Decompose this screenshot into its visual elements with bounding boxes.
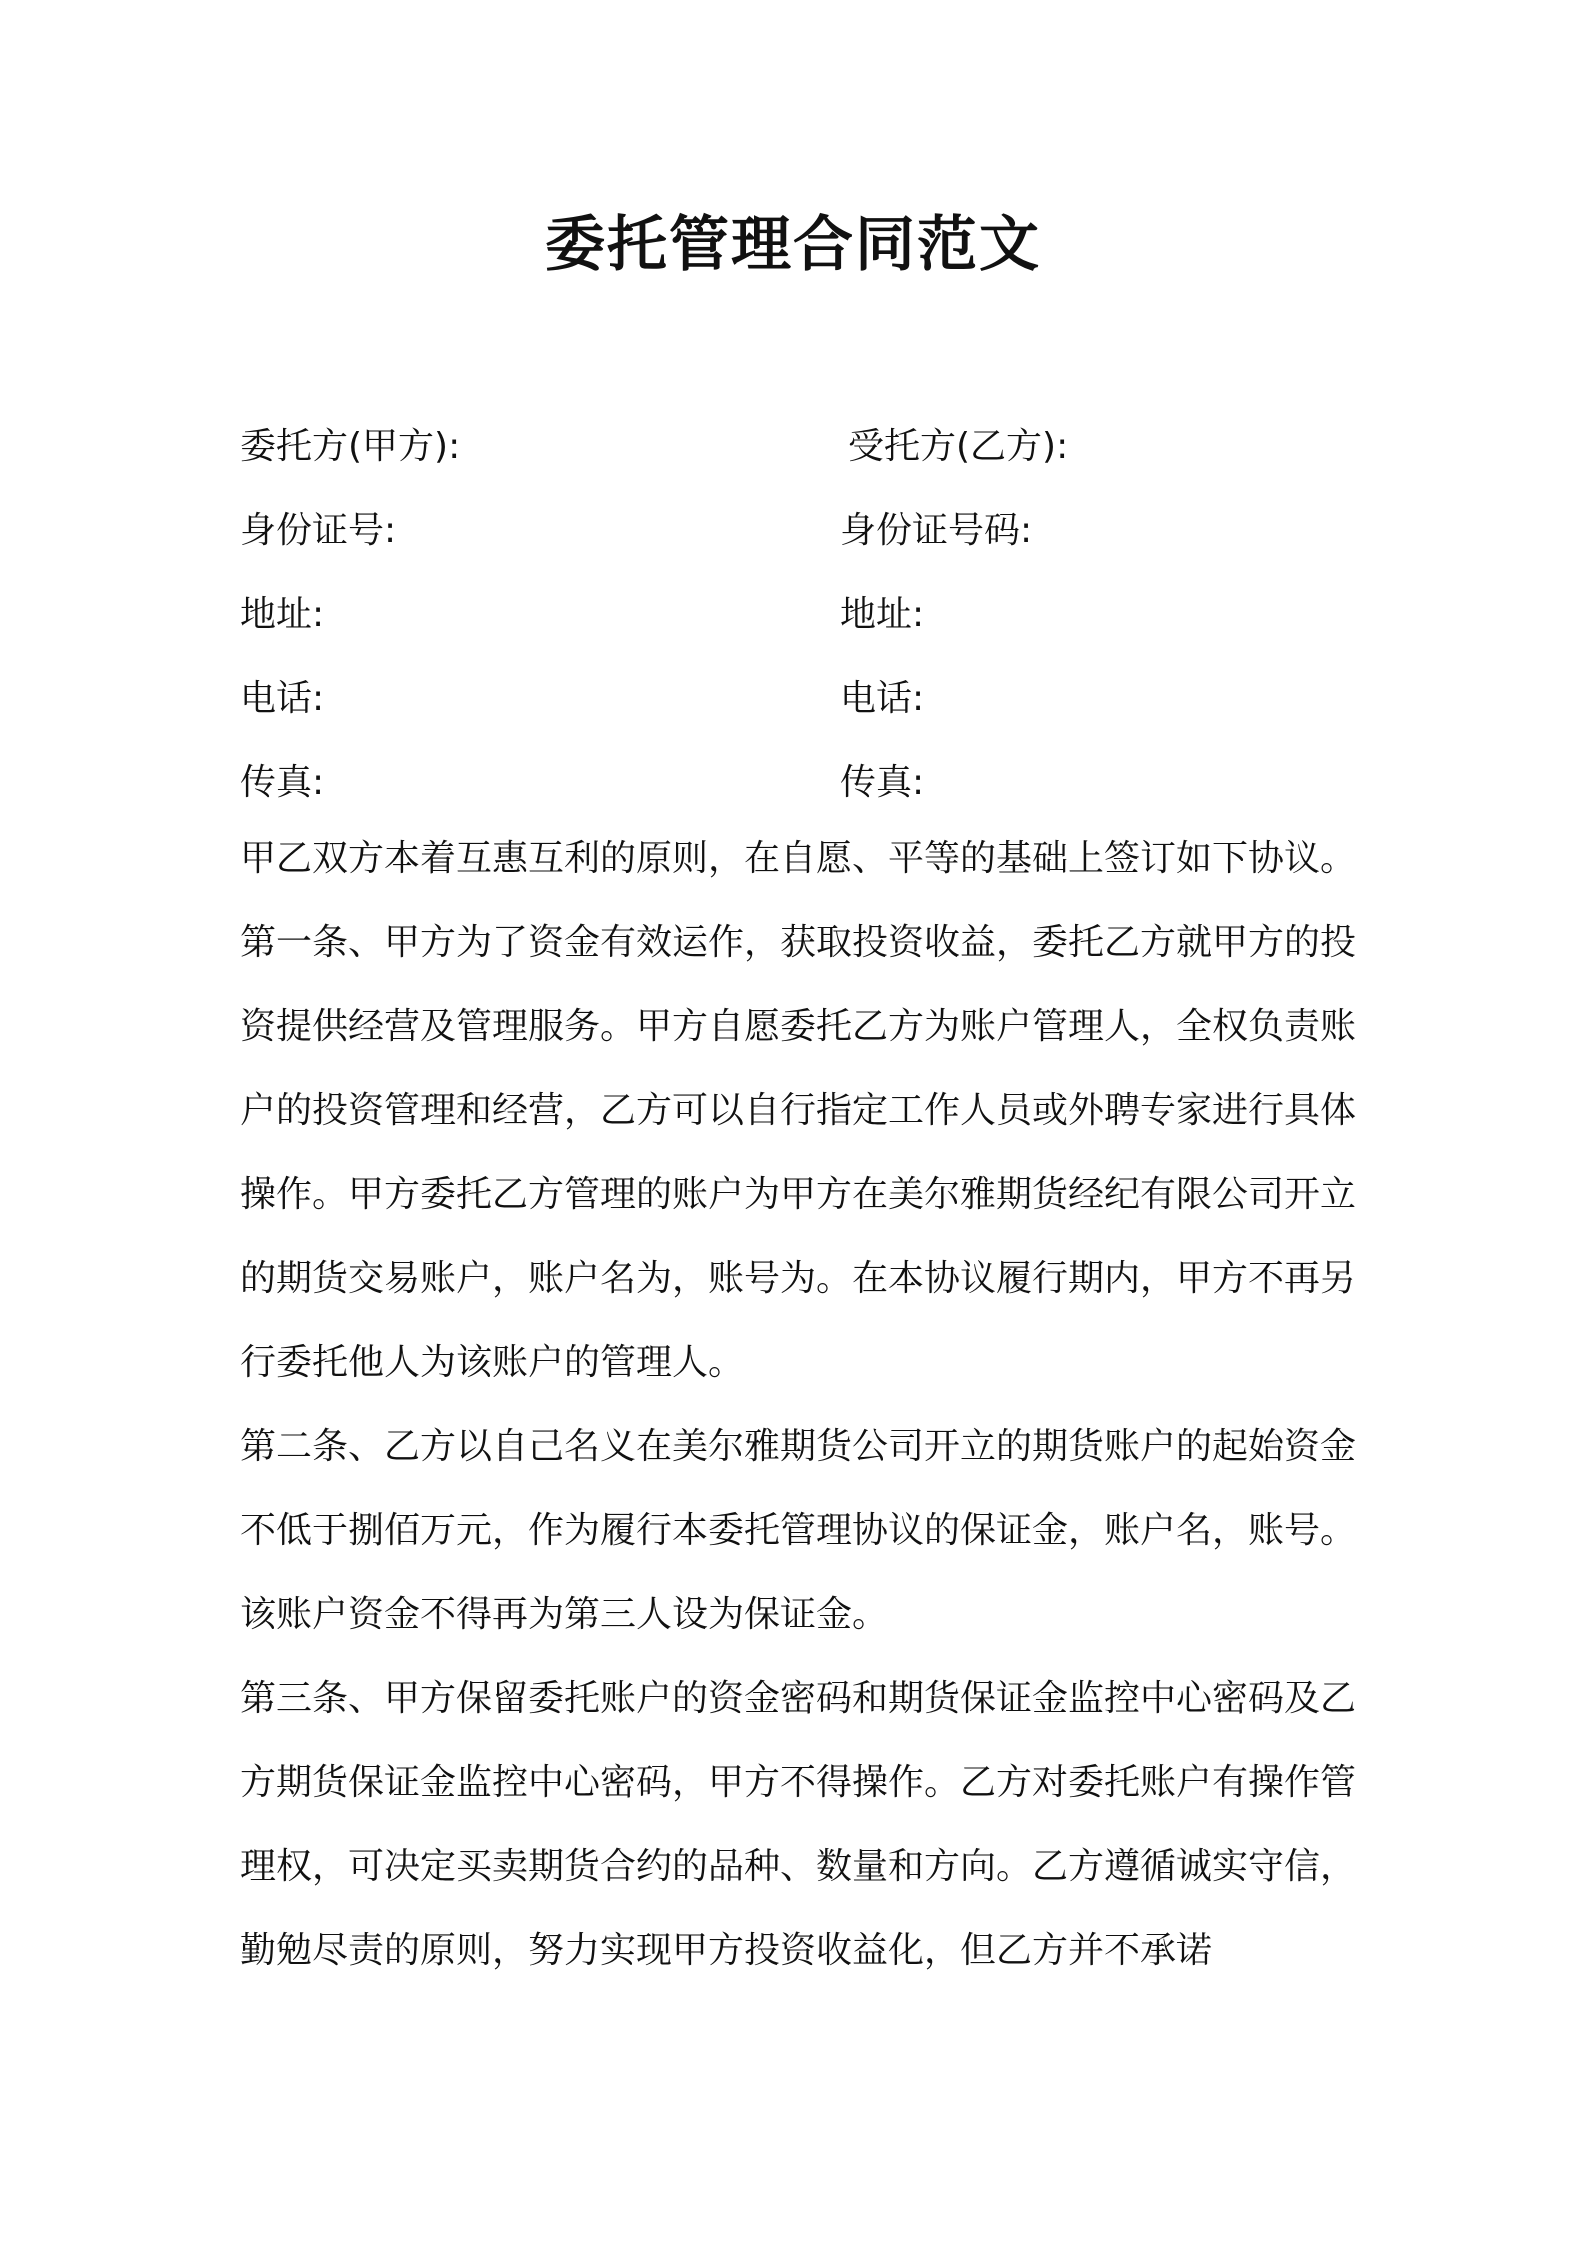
agent-address-label: 地址: [840, 594, 925, 635]
article-3-paragraph: 第三条、甲方保留委托账户的资金密码和期货保证金监控中心密码及乙方期货保证金监控中心密码，甲方不得操作。乙方对委托账户有操作管理权，可决定买卖期货合约的品种、数量和方向。乙方遵循诚实守信，勤勉尽责的原则，努力实现甲方投资收益化，但乙方并不承诺 [240, 1678, 1357, 1971]
agent-phone-label: 电话: [840, 678, 925, 719]
principal-address-label: 地址: [240, 594, 325, 635]
principal-phone-label: 电话: [240, 678, 325, 719]
agent-fax-label: 传真: [840, 762, 925, 803]
principal-id-label: 身份证号: [240, 510, 397, 551]
article-2-paragraph: 第二条、乙方以自己名义在美尔雅期货公司开立的期货账户的起始资金不低于捌佰万元，作为履行本委托管理协议的保证金，账户名，账号。该账户资金不得再为第三人设为保证金。 [240, 1426, 1357, 1635]
party-row-id [240, 489, 1360, 573]
party-row-phone [240, 657, 1360, 741]
principal-label: 委托方(甲方): [240, 426, 461, 467]
agent-id-label: 身份证号码: [840, 510, 1033, 551]
party-row-fax [240, 741, 1360, 825]
contract-body [240, 817, 1356, 1993]
party-info-block [240, 405, 1360, 825]
principal-fax-label: 传真: [240, 762, 325, 803]
party-row-principal [240, 405, 1360, 489]
party-row-address [240, 573, 1360, 657]
intro-paragraph: 甲乙双方本着互惠互利的原则，在自愿、平等的基础上签订如下协议。 [240, 838, 1357, 879]
agent-label: 受托方(乙方): [848, 426, 1069, 467]
article-1-paragraph: 第一条、甲方为了资金有效运作，获取投资收益，委托乙方就甲方的投资提供经营及管理服务。甲方自愿委托乙方为账户管理人，全权负责账户的投资管理和经营，乙方可以自行指定工作人员或外聘专家进行具体操作。甲方委托乙方管理的账户为甲方在美尔雅期货经纪有限公司开立的期货交易账户，账户名为，账号为。在本协议履行期内，甲方不再另行委托他人为该账户的管理人。 [240, 922, 1357, 1383]
document-title: 委托管理合同范文 [545, 210, 1041, 280]
